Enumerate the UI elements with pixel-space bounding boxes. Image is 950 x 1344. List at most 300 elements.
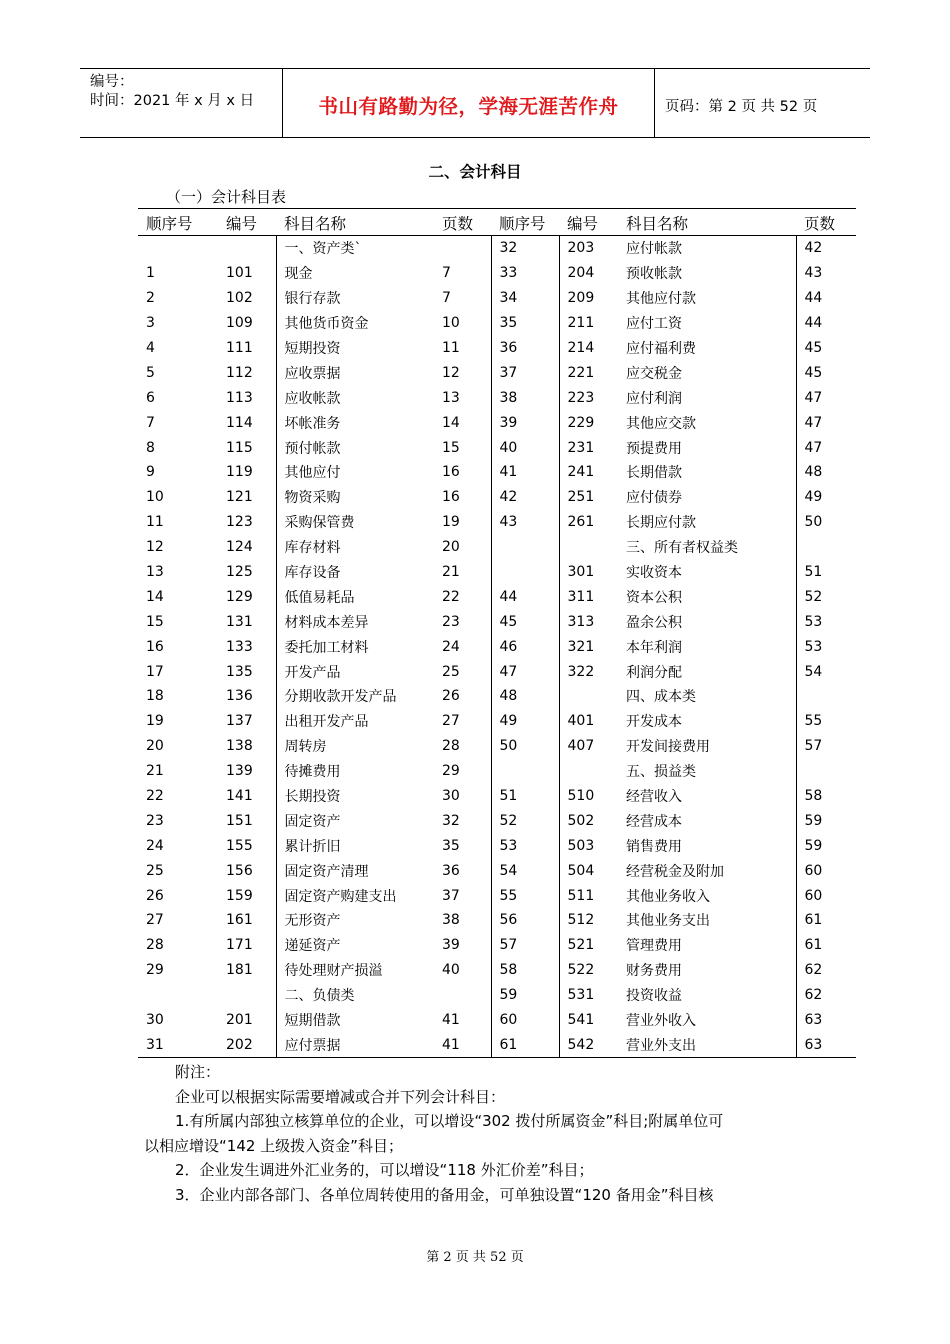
table-cell: 投资收益 [618,983,796,1008]
table-cell: 61 [804,912,823,929]
table-cell: 202 [218,1033,276,1058]
table-cell: 坏帐准务 [284,415,341,432]
table-cell: 301 [567,564,595,581]
table-cell: 12 [434,360,491,385]
table-cell: 171 [218,933,276,958]
table-cell: 利润分配 [618,659,796,684]
table-cell: 50 [491,734,559,759]
table-cell: 313 [567,613,595,630]
table-cell: 营业外支出 [618,1033,796,1058]
table-cell: 39 [434,933,491,958]
table-cell: 522 [567,962,595,979]
table-cell: 19 [434,510,491,535]
table-row [138,435,856,460]
table-cell [796,535,856,560]
table-cell: 盈余公积 [618,609,796,634]
table-cell: 57 [491,933,559,958]
table-cell: 7 [434,286,491,311]
table-cell: 经营成本 [618,808,796,833]
table-cell: 159 [218,883,276,908]
table-cell: 长期应付款 [618,510,796,535]
table-body [138,236,856,1058]
column-header: 科目名称 [618,209,796,236]
table-cell: 161 [218,908,276,933]
table-cell: 502 [567,812,595,829]
table-cell: 13 [146,564,164,581]
table-cell: 211 [567,315,595,332]
table-cell: 111 [218,336,276,361]
table-cell: 短期投资 [284,341,341,357]
table-cell [434,983,491,1008]
table-cell: 542 [559,1033,618,1058]
table-cell: 管理费用 [618,933,796,958]
table-cell: 32 [434,808,491,833]
table-cell: 25 [146,862,164,879]
notes-section [144,1060,824,1208]
table-cell: 其他应付款 [618,286,796,311]
table-row [138,634,856,659]
column-header: 顺序号 [138,209,218,236]
table-cell: 61 [804,937,823,954]
table-cell: 17 [146,663,164,680]
table-cell: 53 [804,638,823,655]
notes-intro: 企业可以根据实际需要增减或合并下列会计科目： [175,1087,506,1106]
table-cell: 15 [434,435,491,460]
table-cell: 24 [434,634,491,659]
table-cell: 203 [567,240,595,257]
table-cell: 54 [491,858,559,883]
table-cell: 经营税金及附加 [618,858,796,883]
table-cell: 63 [796,1033,856,1058]
table-cell: 23 [434,609,491,634]
table-cell: 应付利润 [618,385,796,410]
table-cell: 20 [146,738,164,755]
table-cell: 递延资产 [284,938,341,955]
table-cell: 28 [434,734,491,759]
table-cell: 库存材料 [284,540,341,557]
accounts-table [138,208,856,1058]
table-cell: 115 [218,435,276,460]
table-cell: 14 [146,588,164,605]
table-cell: 10 [146,489,164,506]
table-cell: 长期借款 [618,460,796,485]
table-cell: 38 [491,385,559,410]
table-cell: 35 [434,833,491,858]
table-cell: 32 [491,236,559,261]
table-cell: 511 [567,887,595,904]
table-cell: 9 [146,464,155,481]
note-item-1: 1.有所属内部独立核算单位的企业，可以增设“302 拨付所属资金”科目;附属单位可 [175,1112,724,1131]
table-cell: 应交税金 [618,360,796,385]
table-row [138,311,856,336]
table-cell: 131 [218,609,276,634]
table-cell: 应付债券 [618,485,796,510]
column-header: 页数 [796,209,856,236]
table-cell: 47 [804,414,823,431]
table-row [138,908,856,933]
table-cell: 63 [804,1012,823,1029]
table-cell: 预付帐款 [284,440,341,457]
table-cell: 62 [804,962,823,979]
table-cell: 25 [434,659,491,684]
table-cell: 119 [218,460,276,485]
table-row [138,883,856,908]
table-cell: 135 [218,659,276,684]
table-cell: 42 [491,485,559,510]
table-cell: 26 [434,684,491,709]
table-cell: 113 [218,385,276,410]
table-cell: 251 [567,489,595,506]
header-motto: 书山有路勤为径，学海无涯苦作舟 [318,95,619,118]
table-cell [218,236,276,261]
table-cell: 固定资产清理 [284,863,369,880]
table-cell: 504 [567,862,595,879]
table-cell: 银行存款 [284,291,341,308]
table-cell: 124 [218,535,276,560]
table-cell: 库存设备 [284,565,341,582]
table-row [138,485,856,510]
table-cell: 委托加工材料 [284,639,369,656]
table-cell: 本年利润 [618,634,796,659]
table-cell: 其他业务支出 [618,908,796,933]
table-cell: 43 [804,265,823,282]
table-cell: 五、损益类 [618,759,796,784]
section-title: 二、会计科目 [428,163,522,181]
table-cell [796,759,856,784]
table-cell: 156 [218,858,276,883]
table-row [138,933,856,958]
table-cell: 45 [491,609,559,634]
table-cell: 57 [804,738,823,755]
table-cell: 512 [567,912,595,929]
table-cell: 204 [567,265,595,282]
table-cell: 31 [138,1033,218,1058]
table-row [138,808,856,833]
table-cell: 54 [804,663,823,680]
table-cell: 121 [218,485,276,510]
table-cell: 52 [804,588,823,605]
table-cell: 53 [804,613,823,630]
table-cell: 44 [804,290,823,307]
table-cell: 18 [146,688,164,705]
table-cell: 无形资产 [284,913,341,930]
table-cell: 经营收入 [618,784,796,809]
table-cell: 开发产品 [284,664,341,681]
table-cell: 应付帐款 [618,236,796,261]
note-item-3: 3．企业内部各部门、各单位周转使用的备用金，可单独设置“120 备用金”科目核 [175,1185,714,1204]
table-row [138,983,856,1008]
table-cell: 311 [567,588,595,605]
table-cell: 22 [146,788,164,805]
table-cell: 33 [491,261,559,286]
table-cell: 109 [218,311,276,336]
table-cell: 出租开发产品 [284,714,369,731]
table-cell: 23 [146,812,164,829]
table-cell: 四、成本类 [618,684,796,709]
table-cell: 34 [491,286,559,311]
table-cell [491,759,559,784]
table-cell: 44 [491,584,559,609]
table-cell: 13 [434,385,491,410]
table-cell: 三、所有者权益类 [618,535,796,560]
table-cell: 采购保管费 [284,515,355,532]
column-header: 科目名称 [276,209,434,236]
table-cell: 58 [491,958,559,983]
table-cell: 503 [567,837,595,854]
table-cell: 321 [567,638,595,655]
table-cell: 开发间接费用 [618,734,796,759]
table-cell: 物资采购 [284,490,341,507]
table-cell: 19 [146,713,164,730]
table-cell: 3 [146,315,155,332]
table-cell [559,535,618,560]
header-page-cell [655,69,870,137]
document-date: 时间：2021 年 x 月 x 日 [90,93,255,109]
table-cell: 27 [146,912,164,929]
table-cell: 133 [218,634,276,659]
table-cell: 资本公积 [618,584,796,609]
table-cell: 5 [146,364,155,381]
table-cell: 11 [434,336,491,361]
table-cell: 521 [567,937,595,954]
table-cell: 财务费用 [618,958,796,983]
table-cell: 51 [491,784,559,809]
table-row [138,609,856,634]
table-row [138,684,856,709]
table-cell: 26 [146,887,164,904]
table-cell: 一、资产类` [284,241,362,258]
table-cell: 141 [218,784,276,809]
table-cell: 123 [218,510,276,535]
table-cell: 49 [491,709,559,734]
table-cell [796,684,856,709]
column-header: 编号 [218,209,276,236]
table-cell: 应付票据 [276,1033,434,1058]
table-cell: 60 [804,887,823,904]
table-cell: 322 [567,663,595,680]
table-row [138,560,856,585]
table-row [138,236,856,261]
table-cell: 11 [146,514,164,531]
table-cell: 27 [434,709,491,734]
table-cell: 114 [218,410,276,435]
table-row [138,510,856,535]
table-cell: 其他应付 [284,465,341,482]
page-footer: 第 2 页 共 52 页 [426,1250,524,1265]
table-cell: 6 [146,389,155,406]
table-cell: 累计折旧 [284,838,341,855]
table-title: （一）会计科目表 [166,188,287,206]
header-page-info: 页码：第 2 页 共 52 页 [665,99,818,115]
document-number-label: 编号： [90,74,134,90]
table-cell: 长期投资 [284,789,341,806]
table-cell: 45 [804,340,823,356]
table-cell: 241 [567,464,595,481]
table-cell: 分期收款开发产品 [284,689,397,706]
table-cell: 60 [491,1008,559,1033]
table-row [138,659,856,684]
table-cell: 固定资产购建支出 [284,888,397,905]
table-cell: 预提费用 [618,435,796,460]
table-cell: 39 [491,410,559,435]
table-cell: 开发成本 [618,709,796,734]
table-cell: 129 [218,584,276,609]
table-cell: 21 [434,560,491,585]
table-cell: 61 [491,1033,559,1058]
table-cell: 138 [218,734,276,759]
table-cell: 16 [146,638,164,655]
table-cell: 541 [567,1012,595,1029]
table-row [138,360,856,385]
table-cell: 30 [434,784,491,809]
table-cell: 16 [434,485,491,510]
table-cell: 229 [567,414,595,431]
table-cell: 136 [218,684,276,709]
table-row [138,535,856,560]
table-row [138,958,856,983]
table-cell: 7 [146,414,155,431]
table-cell: 56 [491,908,559,933]
table-cell: 16 [434,460,491,485]
table-cell: 59 [804,812,823,829]
table-cell: 53 [491,833,559,858]
header-meta-cell [80,69,283,137]
table-cell: 44 [804,315,823,332]
table-cell: 50 [804,514,823,531]
table-cell: 59 [491,983,559,1008]
table-cell: 22 [434,584,491,609]
table-cell: 47 [804,389,823,406]
table-cell: 41 [434,1008,491,1033]
table-cell: 46 [491,634,559,659]
table-row [138,858,856,883]
table-cell: 62 [804,987,823,1004]
table-cell: 55 [804,713,823,730]
table-cell: 应付福利费 [618,336,796,361]
table-cell [138,236,218,261]
table-cell: 139 [218,759,276,784]
table-cell: 47 [491,659,559,684]
table-cell: 14 [434,410,491,435]
column-header: 顺序号 [491,209,559,236]
table-header-row [138,209,856,236]
table-cell: 15 [146,613,164,630]
table-cell: 现金 [284,266,313,283]
table-cell: 41 [434,1033,491,1058]
table-cell: 20 [434,535,491,560]
table-cell: 36 [434,858,491,883]
table-cell: 应付工资 [618,311,796,336]
table-cell: 低值易耗品 [284,589,355,606]
table-cell: 35 [491,311,559,336]
table-cell: 21 [146,763,164,780]
table-cell: 48 [804,464,823,481]
table-cell: 42 [804,240,823,257]
table-cell: 36 [491,336,559,361]
table-cell: 261 [567,514,595,531]
table-cell: 41 [491,460,559,485]
table-cell: 43 [491,510,559,535]
table-cell: 40 [434,958,491,983]
table-cell: 48 [491,684,559,709]
table-cell: 38 [434,908,491,933]
table-cell: 待摊费用 [284,764,341,781]
table-cell [218,983,276,1008]
table-row [138,833,856,858]
table-cell: 24 [146,837,164,854]
header-motto-cell [283,69,655,137]
table-row [138,336,856,361]
table-cell [491,535,559,560]
table-cell: 待处理财产损溢 [284,963,383,980]
table-cell: 137 [218,709,276,734]
table-cell: 407 [567,738,595,755]
table-cell: 12 [146,539,164,556]
table-row [138,584,856,609]
table-cell: 4 [146,340,155,356]
table-cell: 155 [218,833,276,858]
table-cell: 材料成本差异 [284,614,369,631]
table-cell: 固定资产 [284,813,341,830]
table-cell: 51 [804,564,823,581]
table-cell: 28 [146,937,164,954]
table-row [138,709,856,734]
table-cell: 401 [567,713,595,730]
table-row [138,784,856,809]
table-cell: 应收票据 [284,365,341,382]
table-cell: 221 [567,364,595,381]
table-cell: 59 [804,837,823,854]
table-cell: 其他业务收入 [618,883,796,908]
table-cell: 销售费用 [618,833,796,858]
table-cell: 55 [491,883,559,908]
table-cell: 其他货币资金 [284,316,369,333]
table-row [138,261,856,286]
table-cell: 223 [567,389,595,406]
table-cell: 214 [567,340,595,356]
table-cell [559,684,618,709]
document-header [80,68,870,138]
table-cell: 510 [567,788,595,805]
column-header: 页数 [434,209,491,236]
table-row [138,460,856,485]
table-cell: 1 [146,265,155,282]
table-cell: 二、负债类 [284,988,355,1005]
table-cell: 45 [804,364,823,381]
table-cell: 209 [567,290,595,307]
table-row [138,1033,856,1058]
table-cell: 531 [567,987,595,1004]
table-cell: 37 [491,360,559,385]
table-cell: 应收帐款 [284,390,341,407]
table-row [138,734,856,759]
table-cell: 其他应交款 [618,410,796,435]
table-cell: 125 [218,560,276,585]
table-cell: 营业外收入 [618,1008,796,1033]
table-cell: 10 [434,311,491,336]
table-cell: 60 [804,862,823,879]
table-cell [138,983,218,1008]
table-cell: 周转房 [284,739,327,756]
table-cell: 30 [146,1012,164,1029]
table-cell: 2 [146,290,155,307]
notes-label: 附注： [175,1063,221,1081]
table-cell: 151 [218,808,276,833]
table-cell: 181 [218,958,276,983]
table-cell: 112 [218,360,276,385]
table-row [138,759,856,784]
table-row [138,385,856,410]
